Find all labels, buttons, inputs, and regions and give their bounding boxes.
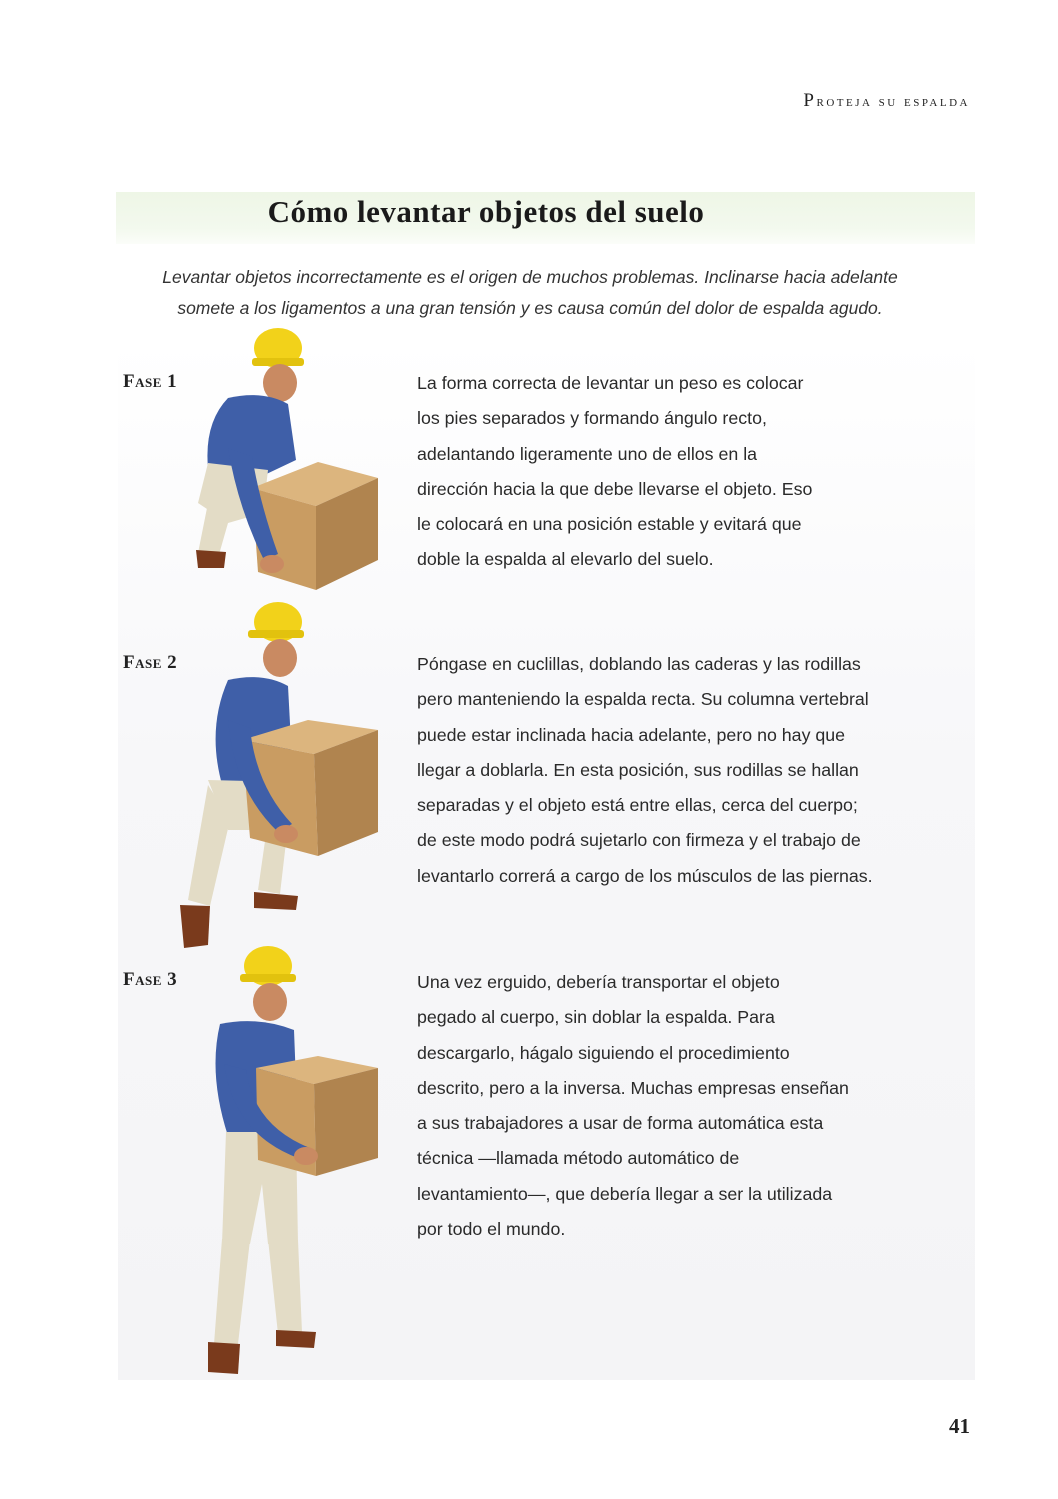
hard-hat-brim (248, 630, 304, 638)
worker-crouching-lifting-box-illustration (168, 328, 383, 596)
text-line: Una vez erguido, debería transportar el objeto (417, 972, 780, 992)
phase-1-text (417, 366, 937, 578)
head (263, 364, 297, 402)
text-line: puede estar inclinada hacia adelante, pero no hay que (417, 724, 846, 745)
worker-standing-carrying-box-illustration (198, 944, 388, 1379)
worker-squatting-holding-box-illustration (168, 600, 383, 955)
text-line: pero manteniendo la espalda recta. Su columna vertebral (417, 689, 869, 710)
text-line: descrito, pero a la inversa. Muchas empresas enseñan (417, 1077, 849, 1098)
hard-hat-brim (240, 974, 296, 982)
text-line: descargarlo, hágalo siguiendo el procedimiento (417, 1042, 790, 1063)
intro-line: somete a los ligamentos a una gran tensión y es causa común del dolor de espalda agudo. (177, 298, 883, 318)
hand (260, 555, 284, 573)
text-line: levantarlo correrá a cargo de los músculos de las piernas. (417, 865, 873, 886)
text-line: separadas y el objeto está entre ellas, cerca del cuerpo; (417, 795, 858, 816)
text-line: le colocará en una posición estable y evitará que (417, 514, 802, 535)
phase-3-label: Fase 3 (123, 969, 178, 990)
phase-2-label: Fase 2 (123, 652, 178, 673)
text-line: adelantando ligeramente uno de ellos en la (417, 443, 758, 464)
running-head-initial: P (803, 90, 817, 111)
running-head-text: roteja su espalda (816, 94, 970, 110)
text-line: doble la espalda al elevarlo del suelo. (417, 549, 714, 570)
intro-paragraph (120, 262, 940, 324)
page-number: 41 (949, 1414, 970, 1438)
intro-line: Levantar objetos incorrectamente es el origen de muchos problemas. Inclinarse hacia adelante (162, 267, 898, 287)
trousers-leg-right (268, 1239, 302, 1334)
head (263, 639, 297, 677)
boot-left (180, 905, 210, 948)
box-side (314, 1068, 378, 1176)
text-line: los pies separados y formando ángulo recto, (417, 408, 767, 429)
phase-3-text (417, 965, 937, 1247)
text-line: de este modo podrá sujetarlo con firmeza y el trabajo de (417, 830, 861, 851)
text-line: La forma correcta de levantar un peso es colocar (417, 373, 804, 393)
text-line: llegar a doblarla. En esta posición, sus rodillas se hallan (417, 759, 859, 780)
text-line: Póngase en cuclillas, doblando las caderas y las rodillas (417, 654, 861, 674)
running-head (803, 90, 970, 112)
hand (274, 825, 298, 843)
head (253, 983, 287, 1021)
hand (294, 1147, 318, 1165)
phase-2-text (417, 647, 937, 894)
text-line: por todo el mundo. (417, 1219, 566, 1240)
boot-right (276, 1330, 316, 1348)
phase-1-label: Fase 1 (123, 371, 178, 392)
text-line: técnica —llamada método automático de (417, 1148, 740, 1169)
trousers-leg-left (214, 1239, 250, 1344)
boot-left (208, 1342, 240, 1374)
text-line: levantamiento—, que debería llegar a ser la utilizada (417, 1183, 833, 1204)
text-line: dirección hacia la que debe llevarse el objeto. Eso (417, 478, 813, 499)
boot (196, 550, 226, 568)
text-line: pegado al cuerpo, sin doblar la espalda. Para (417, 1007, 775, 1028)
text-line: a sus trabajadores a usar de forma automática esta (417, 1113, 824, 1134)
boot-right (254, 892, 298, 910)
page-title: Cómo levantar objetos del suelo (267, 194, 705, 229)
